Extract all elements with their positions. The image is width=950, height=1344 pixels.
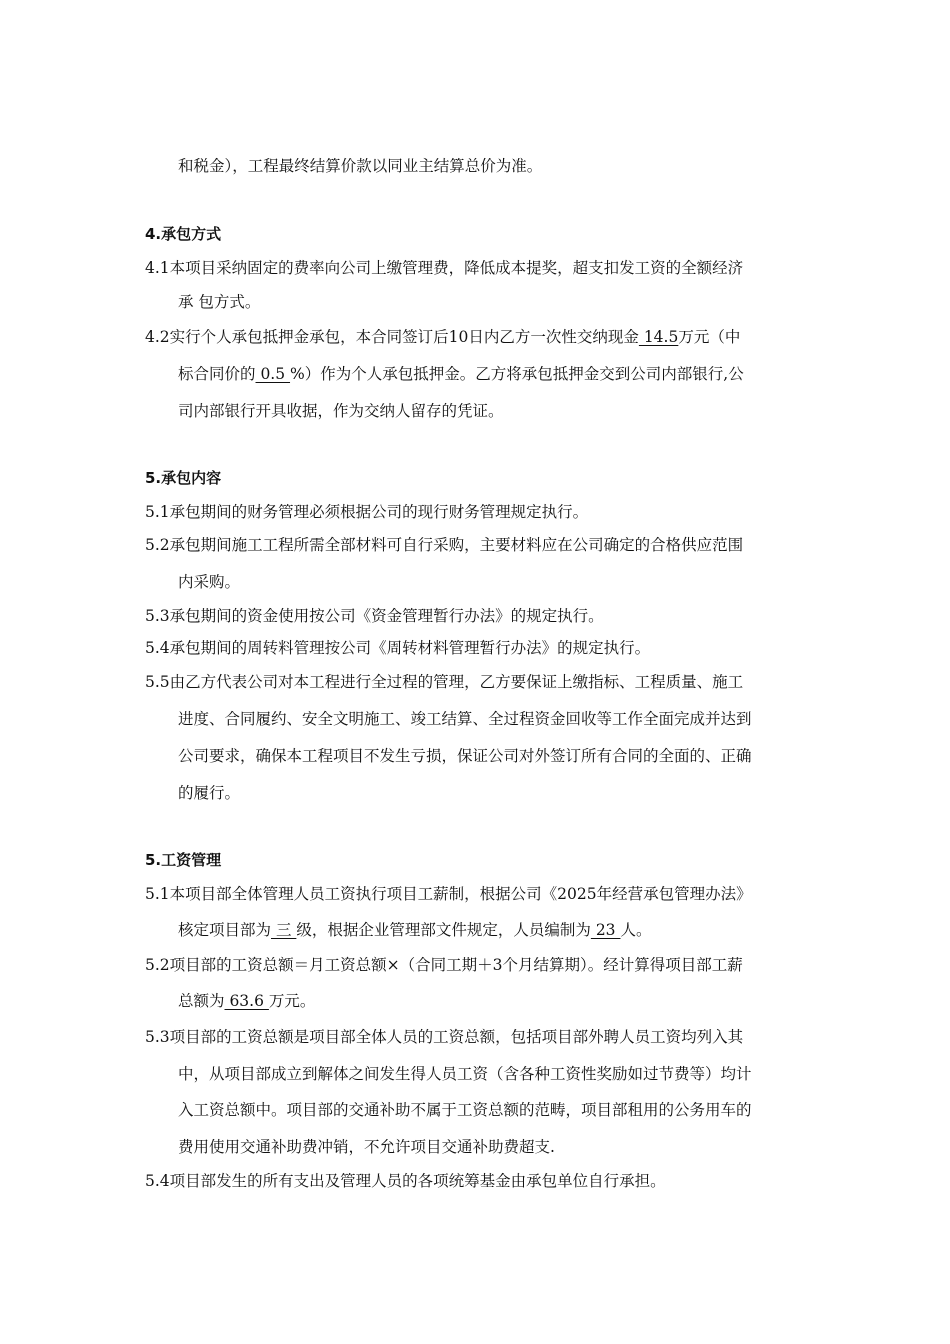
paragraph-4-1-line-1: 4.1本项目采纳固定的费率向公司上缴管理费，降低成本提奖，超支扣发工资的全额经济 — [145, 259, 744, 277]
text: 标合同价的 — [178, 365, 256, 383]
section-heading-wages: 5.工资管理 — [145, 851, 222, 869]
paragraph-wages-3-line-1: 5.3项目部的工资总额是项目部全体人员的工资总额，包括项目部外聘人员工资均列入其 — [145, 1028, 744, 1046]
paragraph-4-1-line-2: 承 包方式。 — [178, 293, 261, 311]
text: 核定项目部为 — [178, 921, 272, 939]
paragraph-wages-3-line-2: 中，从项目部成立到解体之间发生得人员工资（含各种工资性奖励如过节费等）均计 — [178, 1065, 752, 1083]
paragraph-5-3: 5.3承包期间的资金使用按公司《资金管理暂行办法》的规定执行。 — [145, 607, 604, 625]
deposit-amount: 14.5 — [638, 328, 679, 346]
paragraph-5-5-line-4: 的履行。 — [178, 784, 241, 802]
paragraph-5-5-line-1: 5.5由乙方代表公司对本工程进行全过程的管理，乙方要保证上缴指标、工程质量、施工 — [145, 673, 744, 691]
paragraph-4-2-line-3: 司内部银行开具收据，作为交纳人留存的凭证。 — [178, 402, 504, 420]
section-heading-4: 4.承包方式 — [145, 225, 222, 243]
text: 4.2实行个人承包抵押金承包，本合同签订后10日内乙方一次性交纳现金 — [145, 328, 639, 346]
paragraph-5-2-line-2: 内采购。 — [178, 573, 241, 591]
text: 人。 — [620, 921, 652, 939]
paragraph-wages-1-line-2 — [178, 920, 651, 940]
paragraph-wages-2-line-1: 5.2项目部的工资总额＝月工资总额×（合同工期＋3个月结算期）。经计算得项目部工薪 — [145, 956, 743, 974]
paragraph-5-2-line-1: 5.2承包期间施工工程所需全部材料可自行采购，主要材料应在公司确定的合格供应范围 — [145, 536, 744, 554]
paragraph-4-2-line-2 — [178, 364, 744, 384]
text: %）作为个人承包抵押金。乙方将承包抵押金交到公司内部银行,公 — [290, 365, 744, 383]
paragraph-wages-2-line-2 — [178, 991, 315, 1011]
text: 万元（中 — [678, 328, 741, 346]
text: 级，根据企业管理部文件规定，人员编制为 — [296, 921, 591, 939]
text: 总额为 — [178, 992, 225, 1010]
text: 万元。 — [268, 992, 316, 1010]
paragraph-5-5-line-2: 进度、合同履约、安全文明施工、竣工结算、全过程资金回收等工作全面完成并达到 — [178, 710, 752, 728]
paragraph-continuation: 和税金），工程最终结算价款以同业主结算总价为准。 — [178, 157, 543, 175]
staff-count: 23 — [590, 921, 621, 939]
paragraph-wages-3-line-3: 入工资总额中。项目部的交通补助不属于工资总额的范畴，项目部租用的公务用车的 — [178, 1101, 752, 1119]
paragraph-wages-4: 5.4项目部发生的所有支出及管理人员的各项统筹基金由承包单位自行承担。 — [145, 1172, 666, 1190]
section-heading-5: 5.承包内容 — [145, 469, 222, 487]
project-level: 三 — [271, 921, 297, 939]
paragraph-4-2-line-1 — [145, 327, 740, 347]
deposit-percent: 0.5 — [255, 365, 291, 383]
paragraph-wages-1-line-1: 5.1本项目部全体管理人员工资执行项目工薪制，根据公司《2025年经营承包管理办法》 — [145, 885, 752, 903]
paragraph-wages-3-line-4: 费用使用交通补助费冲销，不允许项目交通补助费超支. — [178, 1138, 555, 1156]
paragraph-5-5-line-3: 公司要求，确保本工程项目不发生亏损，保证公司对外签订所有合同的全面的、正确 — [178, 747, 752, 765]
paragraph-5-1: 5.1承包期间的财务管理必须根据公司的现行财务管理规定执行。 — [145, 503, 589, 521]
wage-total: 63.6 — [224, 992, 269, 1010]
paragraph-5-4: 5.4承包期间的周转料管理按公司《周转材料管理暂行办法》的规定执行。 — [145, 639, 651, 657]
